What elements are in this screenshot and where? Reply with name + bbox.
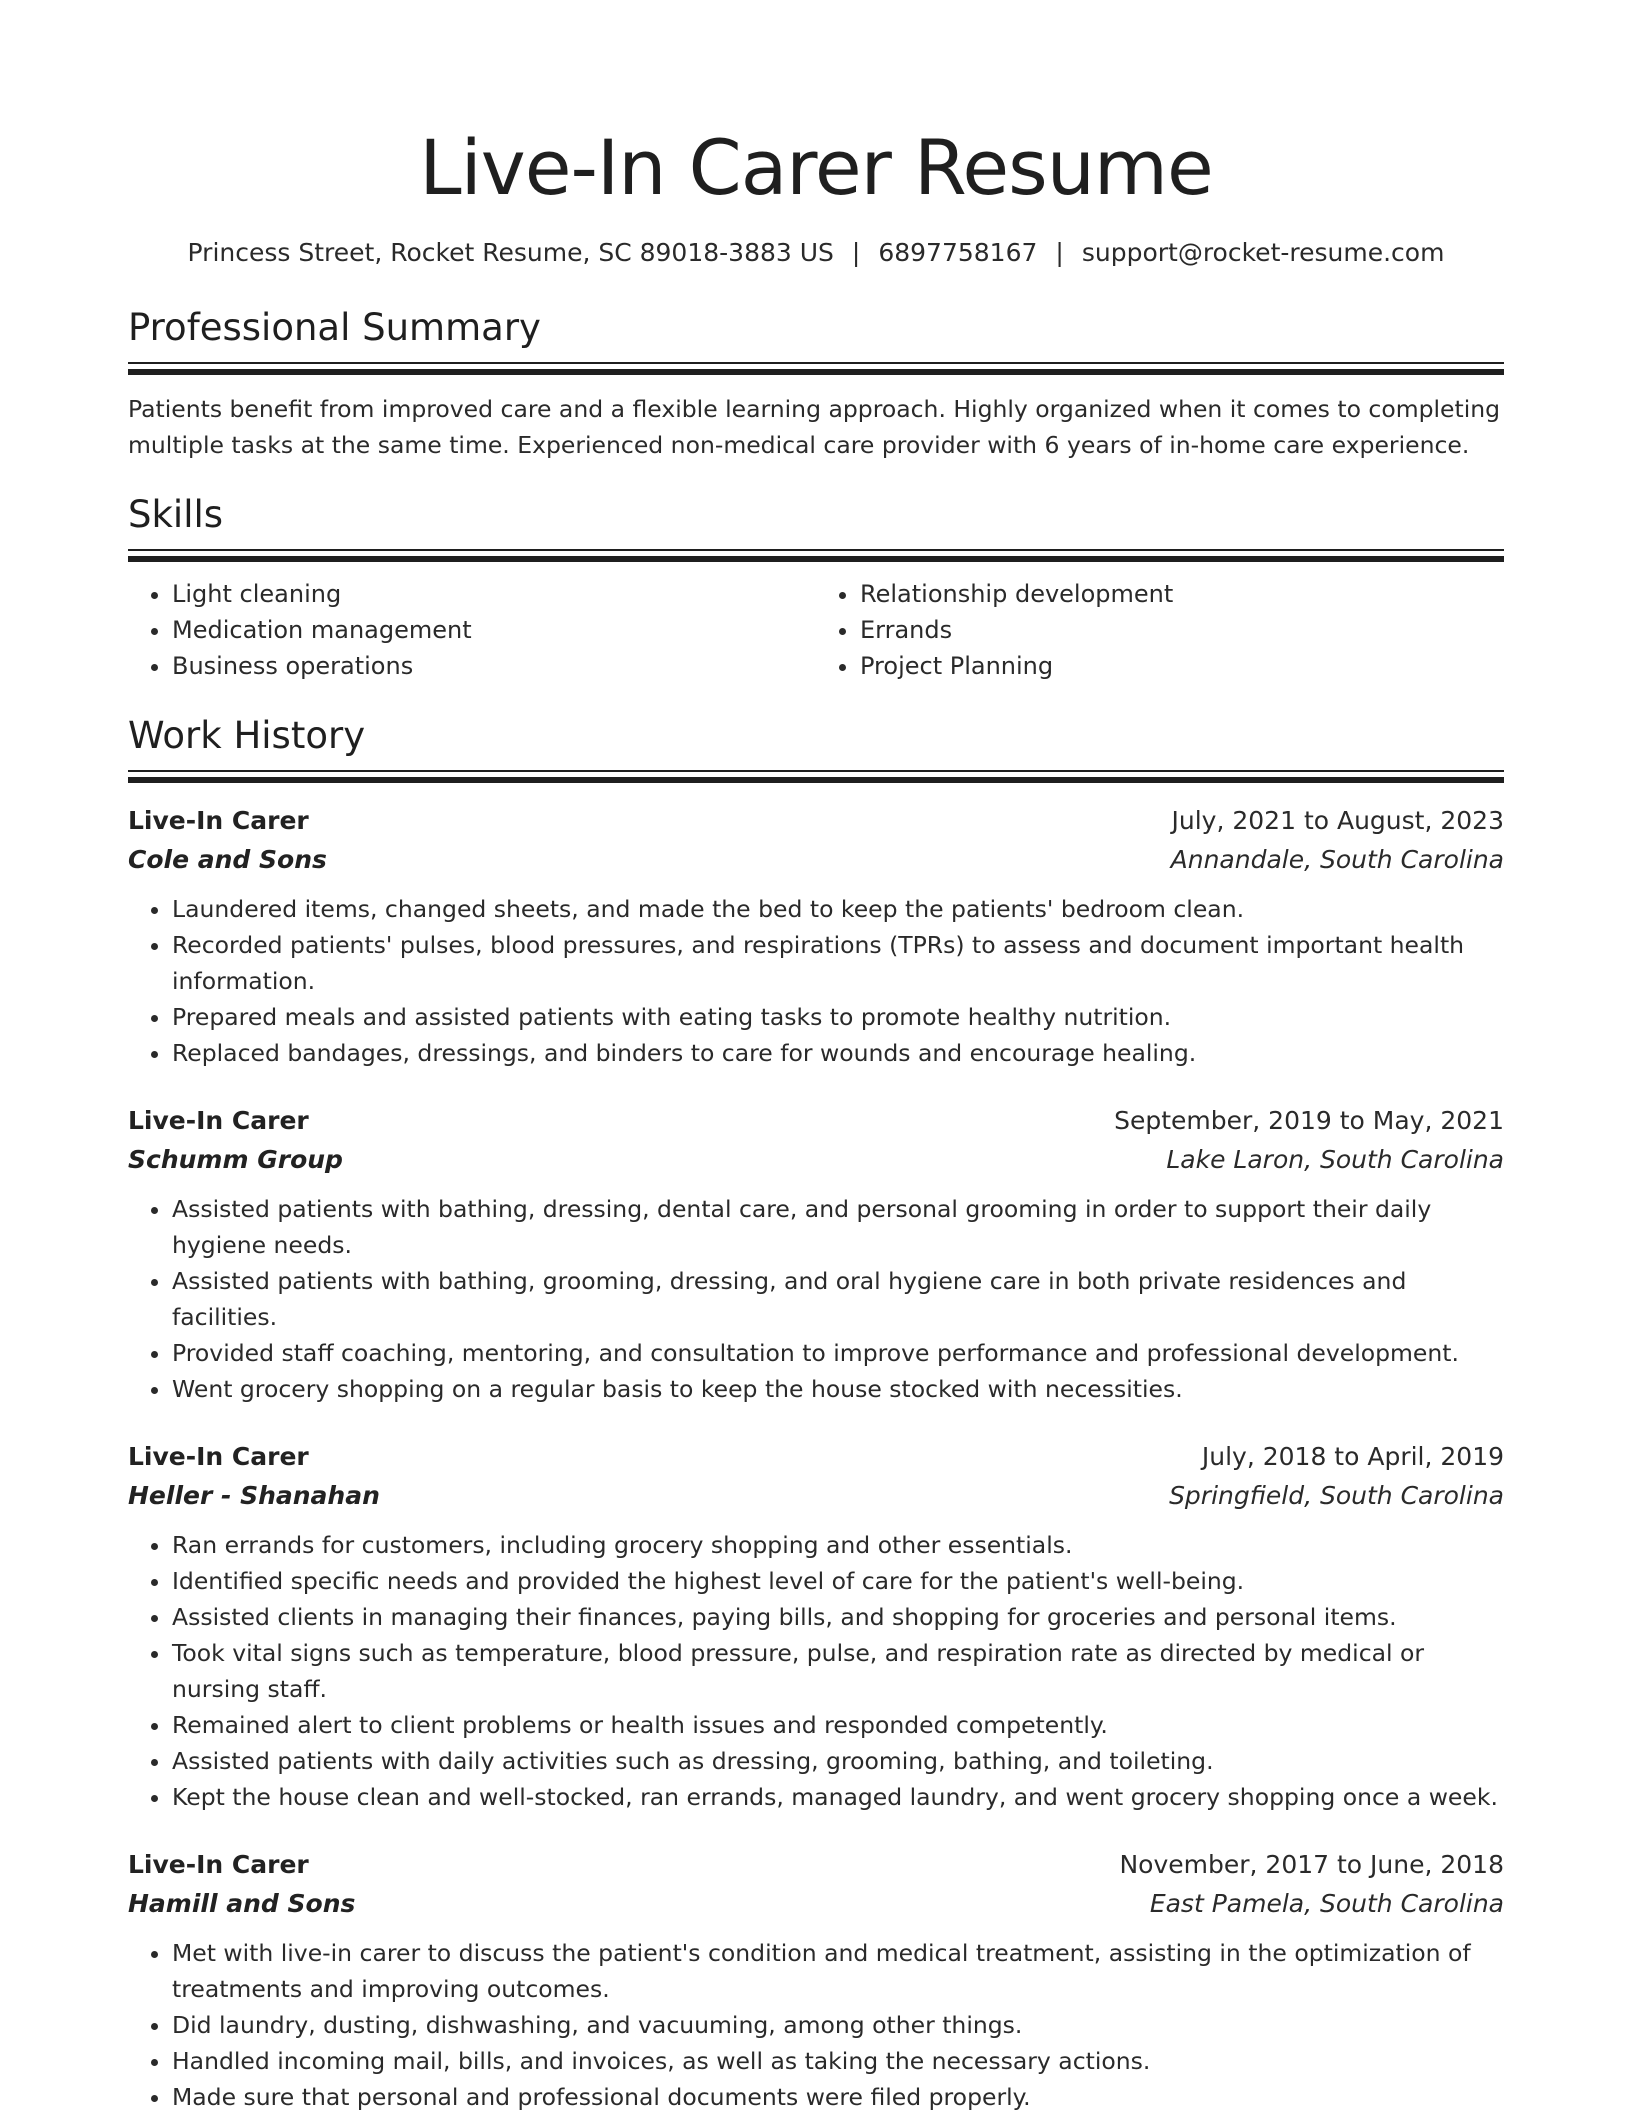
contact-line — [128, 236, 1504, 270]
job-company-row — [128, 1140, 1504, 1179]
job-duty: • Kept the house clean and well-stocked, ran errands, managed laundry, and went grocery shopping once a week. — [172, 1779, 1504, 1815]
summary-section — [128, 304, 1504, 463]
resume-page — [128, 0, 1504, 2115]
skill-item: • Relationship development — [860, 576, 1504, 612]
job-duty: • Recorded patients' pulses, blood pressures, and respirations (TPRs) to assess and document important health information. — [172, 927, 1504, 999]
job-duty: • Met with live-in carer to discuss the patient's condition and medical treatment, assisting in the optimization of treatments and improving outcomes. — [172, 1935, 1504, 2007]
job-duty: • Made sure that personal and professional documents were filed properly. — [172, 2079, 1504, 2115]
section-divider — [128, 549, 1504, 562]
job-duty: • Prepared meals and assisted patients with eating tasks to promote healthy nutrition. — [172, 999, 1504, 1035]
skill-item: • Light cleaning — [172, 576, 816, 612]
job-company: Cole and Sons — [128, 845, 327, 874]
skill-item: • Errands — [860, 612, 1504, 648]
job-duty: • Took vital signs such as temperature, blood pressure, pulse, and respiration rate as directed by medical or nursing staff. — [172, 1635, 1504, 1707]
job-location: Annandale, South Carolina — [1170, 845, 1504, 874]
job-duty: • Did laundry, dusting, dishwashing, and vacuuming, among other things. — [172, 2007, 1504, 2043]
skills-list-left — [128, 576, 816, 684]
job-entry — [128, 1101, 1504, 1407]
job-duty: • Laundered items, changed sheets, and made the bed to keep the patients' bedroom clean. — [172, 891, 1504, 927]
contact-address: Princess Street, Rocket Resume, SC 89018-3883 US — [187, 238, 834, 267]
job-duty: • Went grocery shopping on a regular basis to keep the house stocked with necessities. — [172, 1371, 1504, 1407]
job-title: Live-In Carer — [128, 1106, 309, 1135]
job-location: East Pamela, South Carolina — [1149, 1889, 1504, 1918]
job-duty: • Ran errands for customers, including grocery shopping and other essentials. — [172, 1527, 1504, 1563]
section-heading-summary: Professional Summary — [128, 306, 541, 349]
job-duty: • Identified specific needs and provided the highest level of care for the patient's well-being. — [172, 1563, 1504, 1599]
section-divider — [128, 770, 1504, 783]
work-history-section — [128, 712, 1504, 2115]
job-company: Heller - Shanahan — [128, 1481, 380, 1510]
job-company: Schumm Group — [128, 1145, 343, 1174]
summary-text: Patients benefit from improved care and a flexible learning approach. Highly organized when it comes to completing multiple tasks at the same time. Experienced non-medical care provider with 6 years of in-home care experience. — [128, 395, 1501, 459]
job-duty: • Replaced bandages, dressings, and binders to care for wounds and encourage healing. — [172, 1035, 1504, 1071]
resume-title: Live-In Carer Resume — [419, 123, 1213, 212]
skills-columns — [128, 576, 1504, 684]
job-company: Hamill and Sons — [128, 1889, 356, 1918]
job-duty: • Provided staff coaching, mentoring, and consultation to improve performance and professional development. — [172, 1335, 1504, 1371]
skill-item: • Medication management — [172, 612, 816, 648]
job-header-row — [128, 1101, 1504, 1140]
job-duty: • Handled incoming mail, bills, and invoices, as well as taking the necessary actions. — [172, 2043, 1504, 2079]
contact-separator: | — [1055, 238, 1064, 267]
job-duties-list — [128, 891, 1504, 1071]
job-duty: • Assisted patients with bathing, dressing, dental care, and personal grooming in order to support their daily hygiene needs. — [172, 1191, 1504, 1263]
job-duty: • Remained alert to client problems or health issues and responded competently. — [172, 1707, 1504, 1743]
job-entry — [128, 1845, 1504, 2115]
job-dates: July, 2018 to April, 2019 — [1201, 1442, 1504, 1471]
skills-list-right — [816, 576, 1504, 684]
job-entry — [128, 1437, 1504, 1815]
job-title: Live-In Carer — [128, 806, 309, 835]
job-entry — [128, 801, 1504, 1071]
skills-section — [128, 491, 1504, 684]
job-duties-list — [128, 1527, 1504, 1815]
job-header-row — [128, 1845, 1504, 1884]
job-duty: • Assisted clients in managing their finances, paying bills, and shopping for groceries and personal items. — [172, 1599, 1504, 1635]
job-company-row — [128, 1884, 1504, 1923]
job-duties-list — [128, 1935, 1504, 2115]
skill-item: • Project Planning — [860, 648, 1504, 684]
job-header-row — [128, 801, 1504, 840]
contact-phone: 6897758167 — [878, 238, 1038, 267]
section-heading-skills: Skills — [128, 493, 224, 536]
section-divider — [128, 362, 1504, 375]
job-title: Live-In Carer — [128, 1850, 309, 1879]
job-company-row — [128, 840, 1504, 879]
contact-email: support@rocket-resume.com — [1081, 238, 1445, 267]
job-dates: November, 2017 to June, 2018 — [1119, 1850, 1504, 1879]
job-location: Lake Laron, South Carolina — [1166, 1145, 1504, 1174]
job-dates: July, 2021 to August, 2023 — [1171, 806, 1504, 835]
section-heading-work-history: Work History — [128, 714, 366, 757]
skill-item: • Business operations — [172, 648, 816, 684]
job-duty: • Assisted patients with daily activities such as dressing, grooming, bathing, and toileting. — [172, 1743, 1504, 1779]
job-company-row — [128, 1476, 1504, 1515]
job-title: Live-In Carer — [128, 1442, 309, 1471]
job-duty: • Assisted patients with bathing, grooming, dressing, and oral hygiene care in both private residences and facilities. — [172, 1263, 1504, 1335]
job-dates: September, 2019 to May, 2021 — [1114, 1106, 1504, 1135]
job-duties-list — [128, 1191, 1504, 1407]
contact-separator: | — [851, 238, 861, 267]
job-location: Springfield, South Carolina — [1169, 1481, 1504, 1510]
job-header-row — [128, 1437, 1504, 1476]
